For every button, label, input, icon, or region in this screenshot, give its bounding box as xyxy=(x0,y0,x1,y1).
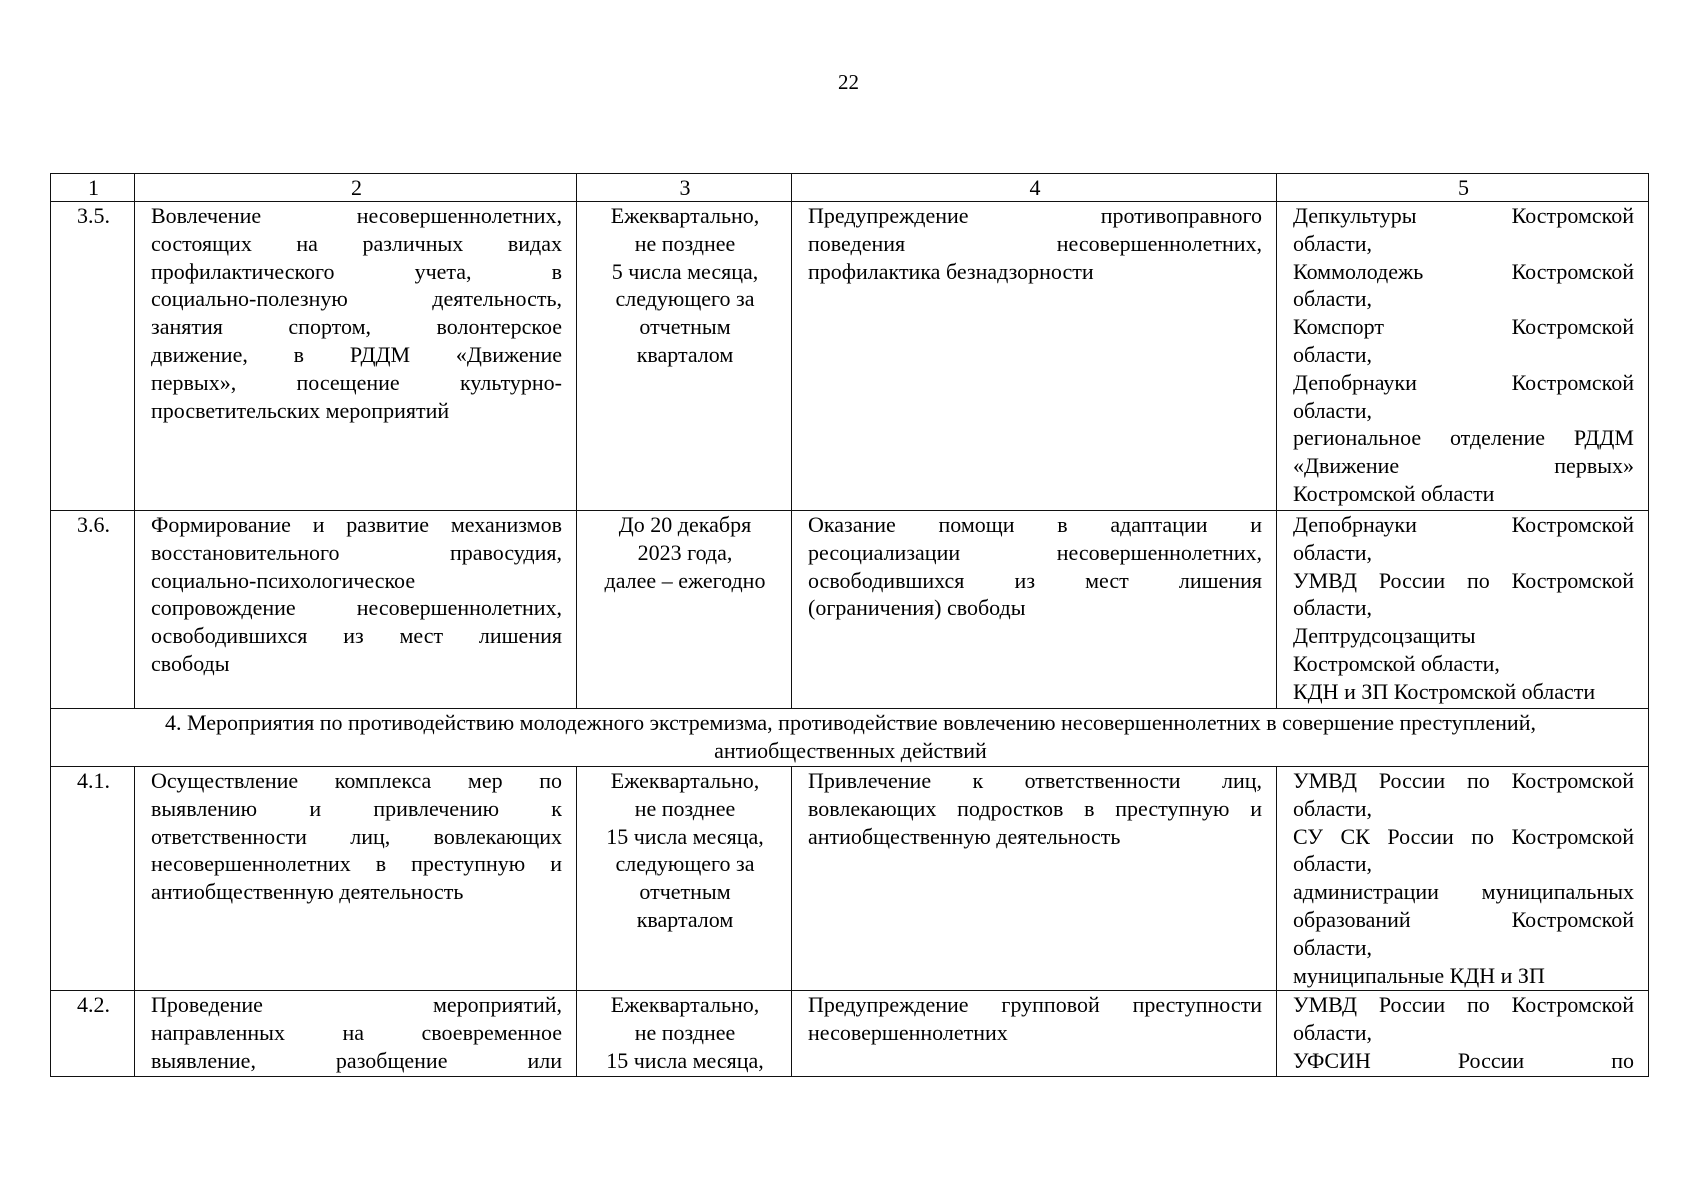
column-number-2: 2 xyxy=(135,174,577,202)
executor-line: области, xyxy=(1293,539,1373,565)
result-line: (ограничения) свободы xyxy=(808,595,1026,621)
result-cell xyxy=(792,991,1277,1077)
executor-line: Депкультуры Костромской xyxy=(1293,203,1634,228)
section-title xyxy=(51,709,1649,767)
executor-line: УМВД России по Костромской xyxy=(1293,768,1634,793)
executor-line: области, xyxy=(1293,286,1373,312)
table-row-4-1 xyxy=(51,767,1649,991)
deadline-line: кварталом xyxy=(636,906,734,932)
deadline-line: не позднее xyxy=(634,230,736,256)
deadline-line: 15 числа месяца, xyxy=(606,1047,764,1073)
executor-line: области, xyxy=(1293,230,1373,256)
result-line: Предупреждение противоправного xyxy=(808,203,1262,228)
deadline-line: следующего за xyxy=(615,851,755,877)
section-4-row xyxy=(51,709,1649,767)
executor-line: муниципальные КДН и ЗП xyxy=(1293,962,1545,988)
executor-line: Дептрудсоцзащиты xyxy=(1293,623,1476,649)
measure-line: несовершеннолетних в преступную и xyxy=(151,851,562,877)
executors-cell xyxy=(1277,511,1649,709)
measure-line: Вовлечение несовершеннолетних, xyxy=(151,203,562,228)
result-line: профилактика безнадзорности xyxy=(808,258,1094,284)
executor-line: СУ СК России по Костромской xyxy=(1293,823,1634,849)
executors-cell xyxy=(1277,767,1649,991)
result-cell xyxy=(792,767,1277,991)
executor-line: области, xyxy=(1293,341,1373,367)
page-number: 22 xyxy=(838,70,859,94)
executor-line: Коммолодежь Костромской xyxy=(1293,258,1634,284)
deadline-line: отчетным xyxy=(639,314,731,340)
executor-line: КДН и ЗП Костромской области xyxy=(1293,678,1596,704)
section-title-line: антиобщественных действий xyxy=(714,737,987,763)
measure-line: занятия спортом, волонтерское xyxy=(151,314,562,340)
deadline-line: Ежеквартально, xyxy=(610,768,760,793)
section-title-line: 4. Мероприятия по противодействию молодежного экстремизма, противодействие вовлечению несовершеннолетних в совершение преступлений, xyxy=(165,710,1536,735)
measure-line: Формирование и развитие механизмов xyxy=(151,512,562,537)
table-row-3-5 xyxy=(51,202,1649,511)
row-number: 3.5. xyxy=(51,202,135,511)
result-line: Привлечение к ответственности лиц, xyxy=(808,768,1262,793)
executor-line: Депобрнауки Костромской xyxy=(1293,369,1634,395)
result-line: ресоциализации несовершеннолетних, xyxy=(808,539,1262,565)
row-number: 4.2. xyxy=(51,991,135,1077)
measure-line: профилактического учета, в xyxy=(151,258,562,284)
deadline-line: 5 числа месяца, xyxy=(611,258,759,284)
executor-line: администрации муниципальных xyxy=(1293,879,1634,905)
deadline-line: не позднее xyxy=(634,1019,736,1045)
result-line: Предупреждение групповой преступности xyxy=(808,992,1262,1017)
result-cell xyxy=(792,511,1277,709)
executor-line: Костромской области xyxy=(1293,480,1495,506)
deadline-line: Ежеквартально, xyxy=(610,203,760,228)
executor-line: региональное отделение РДДМ xyxy=(1293,425,1634,451)
executors-cell xyxy=(1277,202,1649,511)
result-cell xyxy=(792,202,1277,511)
measure-cell xyxy=(135,511,577,709)
measure-line: социально-полезную деятельность, xyxy=(151,286,562,312)
measure-line: сопровождение несовершеннолетних, xyxy=(151,595,562,621)
deadline-line: До 20 декабря xyxy=(618,512,752,537)
executor-line: области, xyxy=(1293,851,1373,877)
deadline-line: кварталом xyxy=(636,341,734,367)
deadline-cell xyxy=(577,767,792,991)
measure-line: состоящих на различных видах xyxy=(151,230,562,256)
measure-line: социально-психологическое xyxy=(151,567,416,593)
measure-line: выявление, разобщение или xyxy=(151,1047,562,1073)
measure-line: Проведение мероприятий, xyxy=(151,992,562,1017)
row-number: 4.1. xyxy=(51,767,135,991)
measure-line: движение, в РДДМ «Движение xyxy=(151,341,562,367)
result-line: поведения несовершеннолетних, xyxy=(808,230,1262,256)
deadline-line: Ежеквартально, xyxy=(610,992,760,1017)
result-line: несовершеннолетних xyxy=(808,1019,1008,1045)
deadline-line: не позднее xyxy=(634,795,736,821)
column-number-4: 4 xyxy=(792,174,1277,202)
measure-line: направленных на своевременное xyxy=(151,1019,562,1045)
measure-cell xyxy=(135,991,577,1077)
measure-line: ответственности лиц, вовлекающих xyxy=(151,823,562,849)
column-number-5: 5 xyxy=(1277,174,1649,202)
column-number-header-row xyxy=(51,174,1649,202)
table-row-3-6 xyxy=(51,511,1649,709)
result-line: Оказание помощи в адаптации и xyxy=(808,512,1262,537)
measure-line: просветительских мероприятий xyxy=(151,397,450,423)
table-row-4-2 xyxy=(51,991,1649,1077)
measure-line: антиобщественную деятельность xyxy=(151,879,464,905)
executor-line: области, xyxy=(1293,934,1373,960)
executor-line: «Движение первых» xyxy=(1293,453,1634,479)
measure-line: освободившихся из мест лишения xyxy=(151,623,562,649)
measure-line: выявлению и привлечению к xyxy=(151,795,562,821)
executor-line: Комспорт Костромской xyxy=(1293,314,1634,340)
column-number-1: 1 xyxy=(51,174,135,202)
measure-cell xyxy=(135,767,577,991)
deadline-line: отчетным xyxy=(639,879,731,905)
executor-line: области, xyxy=(1293,795,1373,821)
measure-line: восстановительного правосудия, xyxy=(151,539,562,565)
measure-line: свободы xyxy=(151,650,230,676)
executor-line: УФСИН России по xyxy=(1293,1047,1634,1073)
measure-line: первых», посещение культурно- xyxy=(151,369,562,395)
executor-line: УМВД России по Костромской xyxy=(1293,567,1634,593)
deadline-line: 15 числа месяца, xyxy=(606,823,764,849)
executor-line: УМВД России по Костромской xyxy=(1293,992,1634,1017)
executors-cell xyxy=(1277,991,1649,1077)
measure-line: Осуществление комплекса мер по xyxy=(151,768,562,793)
deadline-cell xyxy=(577,511,792,709)
executor-line: образований Костромской xyxy=(1293,906,1634,932)
result-line: вовлекающих подростков в преступную и xyxy=(808,795,1262,821)
deadline-line: 2023 года, xyxy=(637,539,733,565)
deadline-line: следующего за xyxy=(615,286,755,312)
deadline-line: далее – ежегодно xyxy=(604,567,766,593)
executor-line: области, xyxy=(1293,595,1373,621)
column-number-3: 3 xyxy=(577,174,792,202)
executor-line: области, xyxy=(1293,1019,1373,1045)
deadline-cell xyxy=(577,202,792,511)
executor-line: области, xyxy=(1293,397,1373,423)
deadline-cell xyxy=(577,991,792,1077)
measures-table xyxy=(50,173,1649,1077)
measure-cell xyxy=(135,202,577,511)
result-line: освободившихся из мест лишения xyxy=(808,567,1262,593)
result-line: антиобщественную деятельность xyxy=(808,823,1121,849)
row-number: 3.6. xyxy=(51,511,135,709)
executor-line: Депобрнауки Костромской xyxy=(1293,512,1634,537)
executor-line: Костромской области, xyxy=(1293,650,1500,676)
